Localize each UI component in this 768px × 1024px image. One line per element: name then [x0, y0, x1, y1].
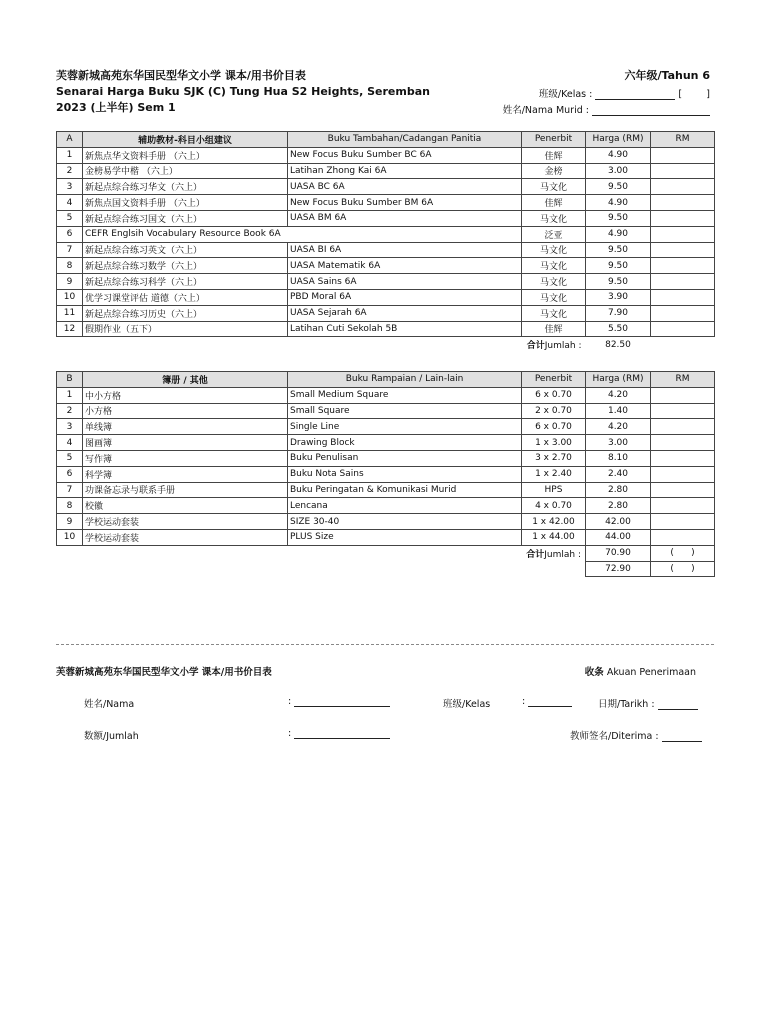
- item-publisher: 佳辉: [522, 195, 586, 211]
- spacer: [651, 337, 715, 352]
- item-name-cn: 新起点综合练习科学（六上）: [83, 274, 288, 290]
- item-price: 5.50: [586, 321, 651, 337]
- colon: :: [288, 696, 292, 707]
- tarikh-label: 日期/Tarikh :: [598, 699, 655, 710]
- table-row: [57, 403, 715, 419]
- total-label-en: Jumlah :: [544, 549, 581, 560]
- item-publisher: 2 x 0.70: [522, 403, 586, 419]
- row-number: 11: [57, 305, 83, 321]
- item-publisher: 马文化: [522, 210, 586, 226]
- cut-line: [56, 644, 714, 645]
- item-publisher: 4 x 0.70: [522, 498, 586, 514]
- rm-paid-cell[interactable]: [651, 147, 715, 163]
- item-name-cn: 新起点综合练习数学（六上）: [83, 258, 288, 274]
- total-row: [57, 337, 715, 352]
- item-name-cn: 金榜易学中楷 （六上）: [83, 163, 288, 179]
- footer-nama-field[interactable]: [288, 696, 390, 707]
- table-row: [57, 450, 715, 466]
- row-number: 7: [57, 242, 83, 258]
- rm-paid-cell[interactable]: [651, 179, 715, 195]
- item-name-cn: 小方格: [83, 403, 288, 419]
- item-name-cn: 新起点综合练习华文（六上）: [83, 179, 288, 195]
- table-row: [57, 147, 715, 163]
- table-b: [56, 371, 715, 577]
- footer-kelas-field[interactable]: [522, 696, 572, 707]
- item-publisher: HPS: [522, 482, 586, 498]
- item-name-en: UASA BC 6A: [288, 179, 522, 195]
- item-name-en: SIZE 30-40: [288, 514, 522, 530]
- col-header: Harga (RM): [586, 132, 651, 148]
- footer-jumlah-field[interactable]: [288, 728, 390, 739]
- item-price: 3.90: [586, 289, 651, 305]
- total-label-cn: 合计: [526, 549, 545, 560]
- rm-paid-cell[interactable]: [651, 274, 715, 290]
- kelas-field[interactable]: [539, 86, 710, 100]
- item-publisher: 1 x 2.40: [522, 466, 586, 482]
- spacer: [57, 561, 522, 577]
- col-header: RM: [651, 372, 715, 388]
- rm-paid-cell[interactable]: [651, 482, 715, 498]
- item-name-en: Drawing Block: [288, 435, 522, 451]
- table-row: [57, 466, 715, 482]
- total-value: 70.90: [586, 545, 651, 561]
- rm-paid-cell[interactable]: [651, 226, 715, 242]
- school-title-en: Senarai Harga Buku SJK (C) Tung Hua S2 Heights, Seremban: [56, 85, 430, 98]
- item-name-en: PLUS Size: [288, 529, 522, 545]
- table-row: [57, 435, 715, 451]
- rm-paid-cell[interactable]: [651, 466, 715, 482]
- col-header: Harga (RM): [586, 372, 651, 388]
- item-price: 9.50: [586, 179, 651, 195]
- item-name-en: UASA Sejarah 6A: [288, 305, 522, 321]
- item-name-en: UASA Sains 6A: [288, 274, 522, 290]
- item-price: 1.40: [586, 403, 651, 419]
- item-price: 3.00: [586, 435, 651, 451]
- item-name-en: PBD Moral 6A: [288, 289, 522, 305]
- table-row: [57, 195, 715, 211]
- item-name-cn: 新焦点国文资料手册 （六上）: [83, 195, 288, 211]
- item-price: 9.50: [586, 258, 651, 274]
- row-number: 5: [57, 210, 83, 226]
- item-price: 2.40: [586, 466, 651, 482]
- rm-paid-cell[interactable]: [651, 289, 715, 305]
- item-publisher: 马文化: [522, 274, 586, 290]
- item-name-en: Latihan Zhong Kai 6A: [288, 163, 522, 179]
- item-publisher: 金榜: [522, 163, 586, 179]
- rm-paid-cell[interactable]: [651, 403, 715, 419]
- term-label: 2023 (上半年) Sem 1: [56, 101, 176, 114]
- item-price: 44.00: [586, 529, 651, 545]
- item-publisher: 马文化: [522, 179, 586, 195]
- item-publisher: 1 x 42.00: [522, 514, 586, 530]
- item-name-cn: 学校运动套装: [83, 529, 288, 545]
- rm-paid-cell[interactable]: [651, 435, 715, 451]
- item-price: 9.50: [586, 274, 651, 290]
- rm-paid-cell[interactable]: [651, 529, 715, 545]
- table-a-header: [57, 132, 715, 148]
- col-header: A: [57, 132, 83, 148]
- item-price: 2.80: [586, 498, 651, 514]
- table-row: [57, 529, 715, 545]
- total-value: 82.50: [605, 339, 631, 350]
- receipt-title-cn: 收条: [584, 667, 604, 678]
- col-header: Penerbit: [522, 372, 586, 388]
- item-name-cn: 图画簿: [83, 435, 288, 451]
- item-name-en: Buku Nota Sains: [288, 466, 522, 482]
- rm-paid-cell[interactable]: [651, 163, 715, 179]
- row-number: 2: [57, 163, 83, 179]
- row-number: 9: [57, 514, 83, 530]
- spacer: [57, 337, 522, 352]
- table-row: [57, 305, 715, 321]
- item-price: 4.90: [586, 195, 651, 211]
- item-name-en: New Focus Buku Sumber BM 6A: [288, 195, 522, 211]
- kelas-input-line[interactable]: [595, 89, 675, 100]
- rm-paid-cell[interactable]: [651, 498, 715, 514]
- rm-paid-cell[interactable]: [651, 321, 715, 337]
- row-number: 4: [57, 195, 83, 211]
- item-name-cn: 科学簿: [83, 466, 288, 482]
- row-number: 4: [57, 435, 83, 451]
- item-name-en: UASA BM 6A: [288, 210, 522, 226]
- item-name-cn: 学校运动套装: [83, 514, 288, 530]
- item-publisher: 马文化: [522, 258, 586, 274]
- item-publisher: 马文化: [522, 305, 586, 321]
- jumlah-line[interactable]: [294, 728, 390, 739]
- row-number: 1: [57, 387, 83, 403]
- receipt-title-en: Akuan Penerimaan: [606, 667, 696, 678]
- item-name-en: Small Square: [288, 403, 522, 419]
- item-publisher: 马文化: [522, 242, 586, 258]
- row-number: 9: [57, 274, 83, 290]
- item-name-en: New Focus Buku Sumber BC 6A: [288, 147, 522, 163]
- table-b-header: [57, 372, 715, 388]
- colon: :: [288, 728, 292, 739]
- grade-label: 六年级/Tahun 6: [624, 69, 710, 82]
- table-a: [56, 131, 715, 352]
- table-row: [57, 226, 715, 242]
- table-row: [57, 321, 715, 337]
- kelas-label: 班级/Kelas :: [538, 89, 593, 100]
- spacer: [57, 545, 522, 561]
- item-name-cn: 中小方格: [83, 387, 288, 403]
- table-row: [57, 274, 715, 290]
- receipt-title: [585, 664, 696, 678]
- item-name-cn: 新起点综合练习历史（六上）: [83, 305, 288, 321]
- table-row: [57, 514, 715, 530]
- item-name-cn: 校徽: [83, 498, 288, 514]
- col-header: Penerbit: [522, 132, 586, 148]
- item-name-en: Single Line: [288, 419, 522, 435]
- col-header: B: [57, 372, 83, 388]
- item-name-cn: 新起点综合练习英文（六上）: [83, 242, 288, 258]
- total-label-cn: 合计: [526, 341, 545, 352]
- rm-paid-cell[interactable]: [651, 387, 715, 403]
- item-name-cn: 新焦点华文资料手册 （六上）: [83, 147, 288, 163]
- rm-paid-cell[interactable]: [651, 258, 715, 274]
- item-price: 4.20: [586, 387, 651, 403]
- row-number: 6: [57, 226, 83, 242]
- row-number: 1: [57, 147, 83, 163]
- table-row: [57, 419, 715, 435]
- footer-jumlah-label: 数额/Jumlah: [84, 731, 139, 742]
- item-name-en: Buku Peringatan & Komunikasi Murid: [288, 482, 522, 498]
- item-publisher: 1 x 44.00: [522, 529, 586, 545]
- item-price: 9.50: [586, 242, 651, 258]
- rm-paid-cell[interactable]: [651, 419, 715, 435]
- total-value: 72.90: [586, 561, 651, 577]
- total-paren: ( ): [651, 561, 715, 577]
- table-row: [57, 387, 715, 403]
- footer-tarikh-field[interactable]: [598, 696, 698, 710]
- total-paren: ( ): [651, 545, 715, 561]
- colon: :: [522, 696, 526, 707]
- item-price: 4.90: [586, 147, 651, 163]
- item-publisher: 泛亚: [522, 226, 586, 242]
- table-row: [57, 498, 715, 514]
- item-price: 4.90: [586, 226, 651, 242]
- rm-paid-cell[interactable]: [651, 242, 715, 258]
- item-publisher: 佳辉: [522, 147, 586, 163]
- item-name-cn: 功课备忘录与联系手册: [83, 482, 288, 498]
- table-row: [57, 482, 715, 498]
- item-publisher: 马文化: [522, 289, 586, 305]
- footer-kelas-label: 班级/Kelas: [443, 699, 491, 710]
- item-publisher: 1 x 3.00: [522, 435, 586, 451]
- school-title-cn: 芙蓉新城高苑东华国民型华文小学 课本/用书价目表: [56, 69, 306, 82]
- kelas-line[interactable]: [528, 696, 572, 707]
- item-name-cn: 写作簿: [83, 450, 288, 466]
- table-row: [57, 210, 715, 226]
- rm-paid-cell[interactable]: [651, 450, 715, 466]
- table-row: [57, 163, 715, 179]
- item-name-cn: 假期作业（五下）: [83, 321, 288, 337]
- diterima-label: 教师签名/Diterima :: [570, 731, 659, 742]
- table-row: [57, 289, 715, 305]
- rm-paid-cell[interactable]: [651, 305, 715, 321]
- kelas-bracket: [ ]: [678, 89, 710, 100]
- item-name-en: Lencana: [288, 498, 522, 514]
- item-name-cn: 新起点综合练习国文（六上）: [83, 210, 288, 226]
- item-name-cn: 单线簿: [83, 419, 288, 435]
- item-name-cn: CEFR Englsih Vocabulary Resource Book 6A: [83, 226, 522, 242]
- row-number: 10: [57, 529, 83, 545]
- item-name-en: UASA BI 6A: [288, 242, 522, 258]
- row-number: 3: [57, 419, 83, 435]
- item-publisher: 6 x 0.70: [522, 419, 586, 435]
- row-number: 7: [57, 482, 83, 498]
- table-row: [57, 179, 715, 195]
- col-header: RM: [651, 132, 715, 148]
- diterima-line[interactable]: [662, 731, 702, 742]
- item-name-en: Small Medium Square: [288, 387, 522, 403]
- row-number: 12: [57, 321, 83, 337]
- item-price: 4.20: [586, 419, 651, 435]
- rm-paid-cell[interactable]: [651, 514, 715, 530]
- nama-line[interactable]: [294, 696, 390, 707]
- row-number: 8: [57, 498, 83, 514]
- row-number: 8: [57, 258, 83, 274]
- row-number: 5: [57, 450, 83, 466]
- row-number: 10: [57, 289, 83, 305]
- item-name-cn: 优学习课堂评估 道德（六上）: [83, 289, 288, 305]
- nama-input-line[interactable]: [592, 105, 710, 116]
- row-number: 6: [57, 466, 83, 482]
- total-label: [522, 545, 586, 561]
- item-price: 9.50: [586, 210, 651, 226]
- row-number: 2: [57, 403, 83, 419]
- item-name-en: Buku Penulisan: [288, 450, 522, 466]
- col-header: Buku Rampaian / Lain-lain: [288, 372, 522, 388]
- rm-paid-cell[interactable]: [651, 210, 715, 226]
- item-publisher: 3 x 2.70: [522, 450, 586, 466]
- item-price: 8.10: [586, 450, 651, 466]
- total-label-en: Jumlah :: [544, 341, 582, 352]
- col-header: 辅助教材-科目小组建议: [83, 132, 288, 148]
- nama-field[interactable]: [503, 102, 710, 116]
- item-publisher: 佳辉: [522, 321, 586, 337]
- item-price: 3.00: [586, 163, 651, 179]
- item-name-en: Latihan Cuti Sekolah 5B: [288, 321, 522, 337]
- tarikh-line[interactable]: [658, 699, 698, 710]
- col-header: 簿册 / 其他: [83, 372, 288, 388]
- total-row: [57, 545, 715, 561]
- row-number: 3: [57, 179, 83, 195]
- item-publisher: 6 x 0.70: [522, 387, 586, 403]
- footer-school-title: 芙蓉新城高苑东华国民型华文小学 课本/用书价目表: [56, 667, 272, 678]
- total-row: [57, 561, 715, 577]
- nama-label: 姓名/Nama Murid :: [502, 105, 589, 116]
- item-price: 2.80: [586, 482, 651, 498]
- item-name-en: UASA Matematik 6A: [288, 258, 522, 274]
- item-price: 7.90: [586, 305, 651, 321]
- total-label: [522, 561, 586, 577]
- footer-nama-label: 姓名/Nama: [84, 699, 135, 710]
- table-row: [57, 242, 715, 258]
- table-row: [57, 258, 715, 274]
- rm-paid-cell[interactable]: [651, 195, 715, 211]
- footer-diterima-field[interactable]: [570, 728, 702, 742]
- item-price: 42.00: [586, 514, 651, 530]
- col-header: Buku Tambahan/Cadangan Panitia: [288, 132, 522, 148]
- total-label: [522, 337, 586, 352]
